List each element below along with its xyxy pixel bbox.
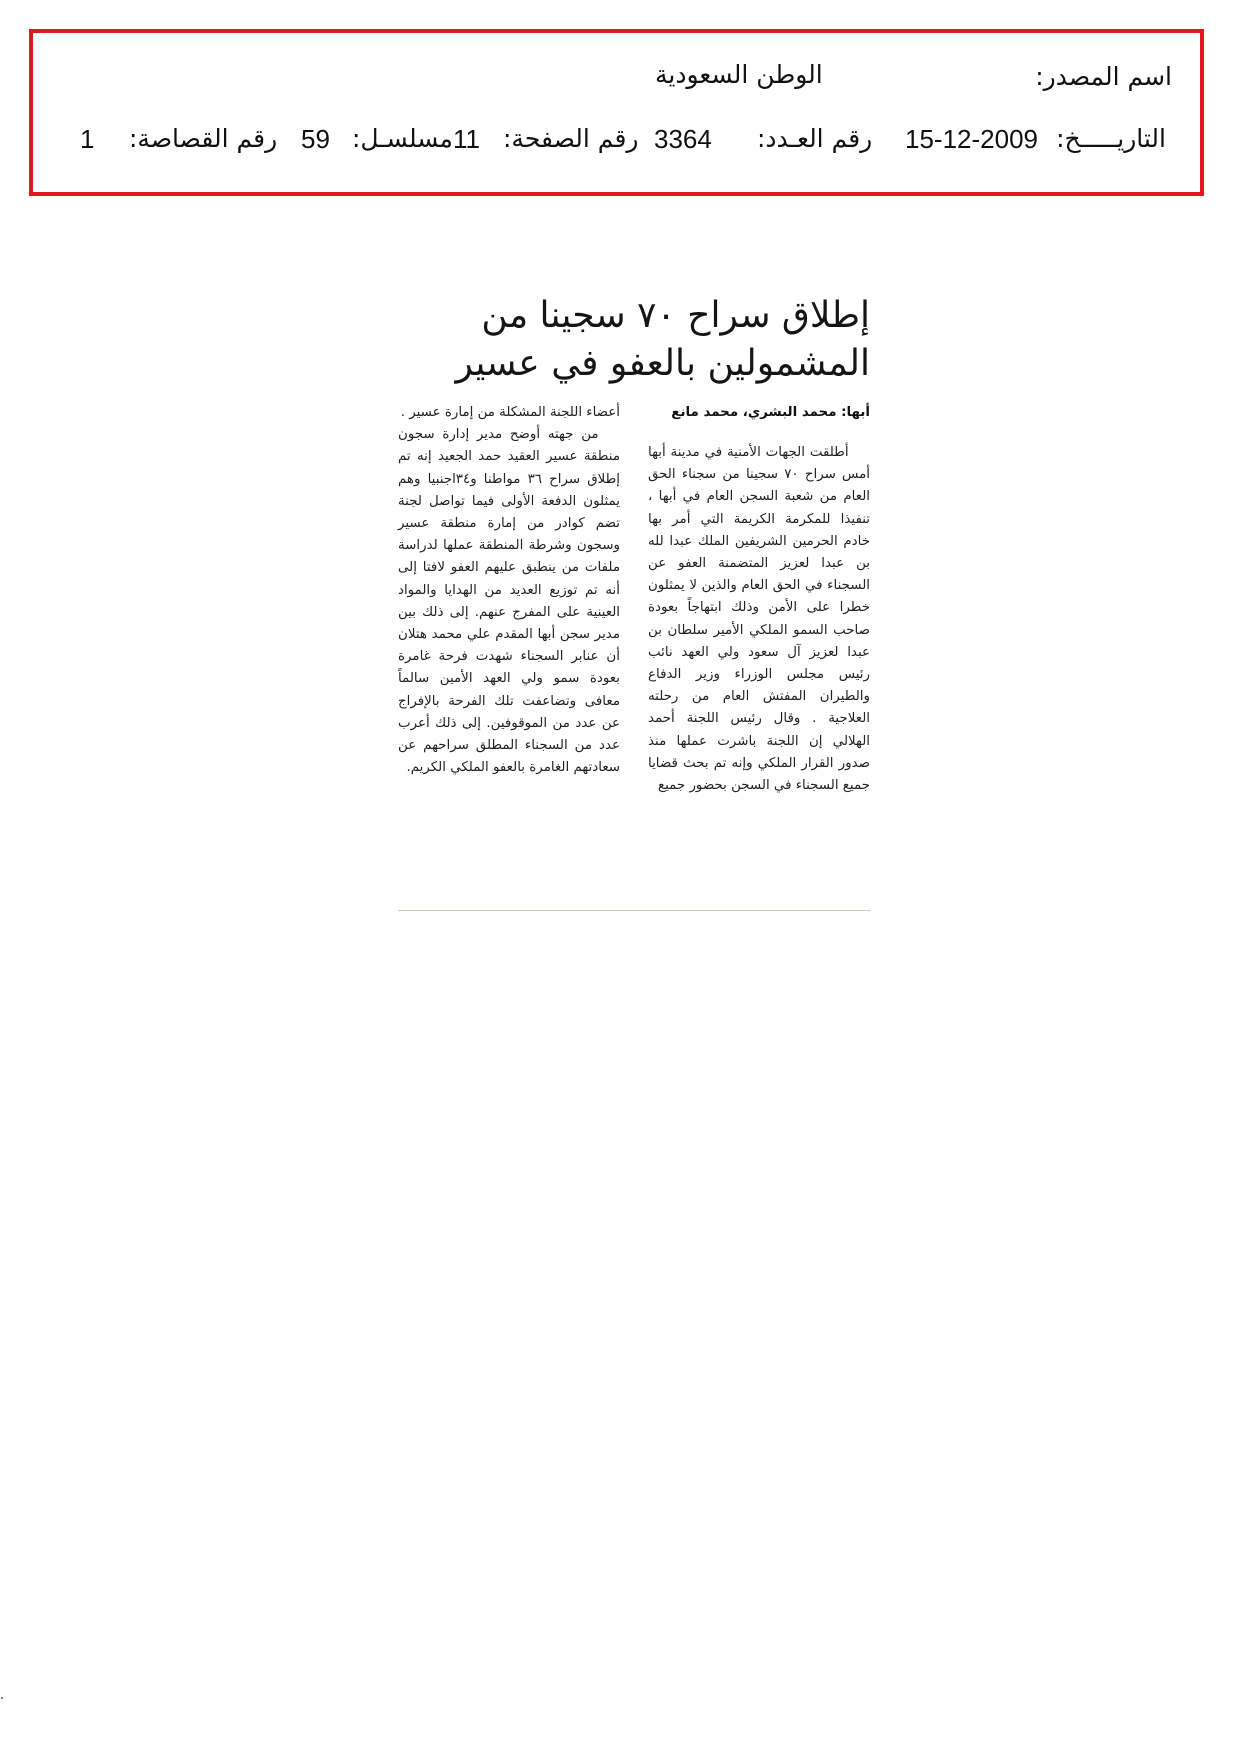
- serial-value: 59: [301, 124, 330, 154]
- source-label: اسم المصدر:: [1035, 62, 1172, 91]
- document-header-box: [29, 29, 1204, 196]
- column-1-paragraph: أطلقت الجهات الأمنية في مدينة أبها أمس سراح ٧٠ سجينا من سجناء الحق العام من شعبة السجن العام في أبها ، تنفيذا للمكرمة الكريمة التي أمر بها خادم الحرمين الشريفين الملك عبدا لله بن عبدا لعزيز المتضمنة العفو عن السجناء في الحق العام والذين لا يمثلون خطرا على الأمن وذلك ابتهاجاً بعودة صاحب السمو الملكي الأمير سلطان بن عبدا لعزيز آل سعود ولي العهد نائب رئيس مجلس الوزراء وزير الدفاع والطيران المفتش العام من رحلته العلاجية . وقال رئيس اللجنة أحمد الهلالي إن اللجنة باشرت عملها منذ صدور القرار الملكي وإنه تم بحث قضايا جميع السجناء في السجن بحضور جميع: [648, 445, 871, 794]
- page-label: رقم الصفحة:: [503, 124, 639, 153]
- article-byline: أبها: محمد البشري، محمد مانع: [671, 405, 870, 420]
- headline-line-1: إطلاق سراح ٧٠ سجينا من: [481, 295, 870, 336]
- scan-speck: [1, 1697, 3, 1699]
- clipping-label: رقم القصاصة:: [129, 124, 278, 153]
- article-column-1: [648, 402, 870, 797]
- source-value: الوطن السعودية: [655, 60, 823, 89]
- date-value: 15-12-2009: [905, 124, 1038, 154]
- issue-value: 3364: [654, 124, 712, 154]
- article-headline: [398, 292, 870, 388]
- article-column-2: [398, 402, 620, 779]
- column-2-paragraph-1: أعضاء اللجنة المشكلة من إمارة عسير .: [400, 405, 620, 420]
- article-bottom-rule: [398, 910, 870, 911]
- serial-label: مسلسـل:: [352, 124, 453, 153]
- article-columns: [398, 402, 870, 872]
- headline-line-2: المشمولين بالعفو في عسير: [455, 343, 870, 384]
- date-label: التاريـــــخ:: [1056, 124, 1166, 153]
- page-value: 11: [453, 124, 480, 154]
- issue-label: رقم العـدد:: [757, 124, 873, 153]
- article: [398, 292, 871, 794]
- column-2-paragraph-2: من جهته أوضح مدير إدارة سجون منطقة عسير العقيد حمد الجعيد إنه تم إطلاق سراح ٣٦ مواطنا و٣٤اجنبيا وهم يمثلون الدفعة الأولى فيما تواصل لجنة تضم كوادر من إمارة منطقة عسير وسجون وشرطة المنطقة عملها لدراسة ملفات من ينطبق عليهم العفو لافتا إلى أنه تم توزيع العديد من الهدايا والمواد العينية على المفرج عنهم. إلى ذلك بين مدير سجن أبها المقدم علي محمد هتلان أن عنابر السجناء شهدت فرحة غامرة بعودة سمو ولي العهد الأمين سالماً معافى وتضاعفت تلك الفرحة بالإفراج عن عدد من الموقوفين. إلى ذلك أعرب عدد من السجناء المطلق سراحهم عن سعادتهم الغامرة بالعفو الملكي الكريم.: [398, 427, 620, 776]
- clipping-value: 1: [80, 124, 95, 154]
